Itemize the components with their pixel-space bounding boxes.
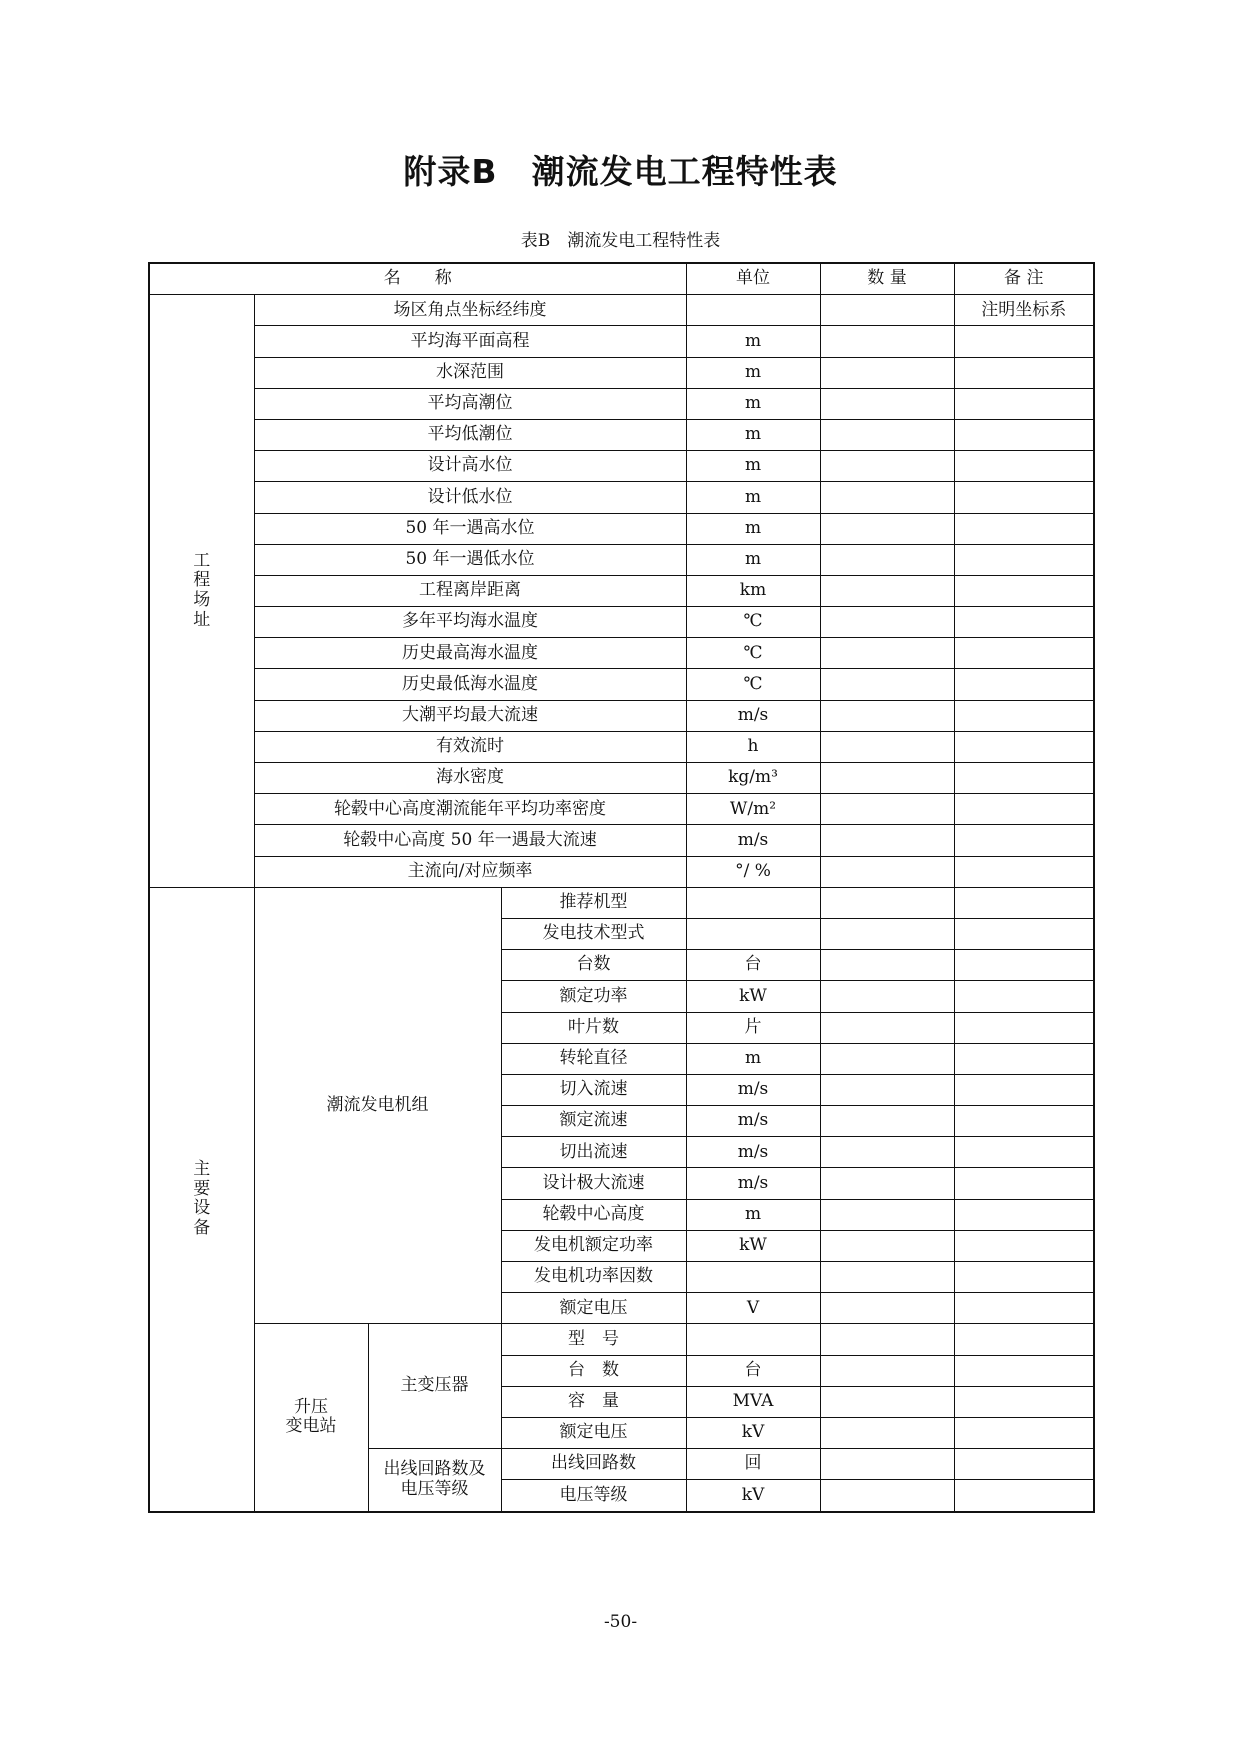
quantity-cell — [820, 1106, 954, 1137]
quantity-cell — [820, 1293, 954, 1324]
item-name: 海水密度 — [254, 763, 686, 794]
item-name: 出线回路数 — [501, 1449, 686, 1480]
item-name: 工程离岸距离 — [254, 575, 686, 606]
page-title: 附录B 潮流发电工程特性表 — [403, 152, 838, 191]
remark-cell — [954, 856, 1094, 887]
item-name: 50 年一遇高水位 — [254, 513, 686, 544]
group-label-equipment: 主 要 设 备 — [149, 887, 254, 1511]
item-name: 型 号 — [501, 1324, 686, 1355]
table-row — [149, 887, 1094, 918]
item-name: 场区角点坐标经纬度 — [254, 295, 686, 326]
remark-cell — [954, 1043, 1094, 1074]
table-row — [149, 700, 1094, 731]
quantity-cell — [820, 326, 954, 357]
item-name: 额定流速 — [501, 1106, 686, 1137]
remark-cell — [954, 1106, 1094, 1137]
quantity-cell — [820, 1480, 954, 1512]
unit-cell: m — [686, 357, 820, 388]
header-unit: 单位 — [686, 263, 820, 295]
remark-cell — [954, 357, 1094, 388]
table-row — [149, 669, 1094, 700]
quantity-cell — [820, 1012, 954, 1043]
substation-label: 升压 变电站 — [254, 1324, 368, 1512]
table-row — [149, 856, 1094, 887]
table-row — [149, 1324, 1094, 1355]
remark-cell — [954, 575, 1094, 606]
item-name: 轮毂中心高度潮流能年平均功率密度 — [254, 794, 686, 825]
table-row — [149, 388, 1094, 419]
unit-cell: °/ % — [686, 856, 820, 887]
item-name: 发电机功率因数 — [501, 1262, 686, 1293]
table-row — [149, 482, 1094, 513]
table-row — [149, 295, 1094, 326]
table-row — [149, 607, 1094, 638]
table-row — [149, 419, 1094, 450]
item-name: 50 年一遇低水位 — [254, 544, 686, 575]
remark-cell — [954, 981, 1094, 1012]
item-name: 设计低水位 — [254, 482, 686, 513]
quantity-cell — [820, 856, 954, 887]
unit-cell: km — [686, 575, 820, 606]
remark-cell — [954, 388, 1094, 419]
item-name: 平均高潮位 — [254, 388, 686, 419]
remark-cell — [954, 1324, 1094, 1355]
table-row — [149, 825, 1094, 856]
item-name: 轮毂中心高度 — [501, 1199, 686, 1230]
quantity-cell — [820, 825, 954, 856]
unit-cell: 台 — [686, 1355, 820, 1386]
quantity-cell — [820, 918, 954, 949]
quantity-cell — [820, 1417, 954, 1448]
unit-cell: V — [686, 1293, 820, 1324]
remark-cell: 注明坐标系 — [954, 295, 1094, 326]
item-name: 容 量 — [501, 1386, 686, 1417]
unit-cell — [686, 887, 820, 918]
unit-cell: m — [686, 326, 820, 357]
item-name: 设计高水位 — [254, 451, 686, 482]
unit-cell: m — [686, 513, 820, 544]
item-name: 发电机额定功率 — [501, 1230, 686, 1261]
unit-cell: m — [686, 544, 820, 575]
quantity-cell — [820, 1074, 954, 1105]
item-name: 多年平均海水温度 — [254, 607, 686, 638]
table-row — [149, 763, 1094, 794]
table-row — [149, 544, 1094, 575]
remark-cell — [954, 1012, 1094, 1043]
item-name: 台 数 — [501, 1355, 686, 1386]
item-name: 平均海平面高程 — [254, 326, 686, 357]
item-name: 额定电压 — [501, 1417, 686, 1448]
unit-cell — [686, 1324, 820, 1355]
unit-cell: ℃ — [686, 607, 820, 638]
unit-cell: W/m² — [686, 794, 820, 825]
quantity-cell — [820, 575, 954, 606]
quantity-cell — [820, 950, 954, 981]
header-row — [149, 263, 1094, 295]
transformer-label: 主变压器 — [368, 1324, 501, 1449]
remark-cell — [954, 482, 1094, 513]
table-row — [149, 638, 1094, 669]
item-name: 切入流速 — [501, 1074, 686, 1105]
remark-cell — [954, 763, 1094, 794]
quantity-cell — [820, 638, 954, 669]
remark-cell — [954, 607, 1094, 638]
unit-cell: m — [686, 388, 820, 419]
page-number: -50- — [603, 1612, 638, 1632]
quantity-cell — [820, 1355, 954, 1386]
quantity-cell — [820, 1168, 954, 1199]
quantity-cell — [820, 357, 954, 388]
unit-cell: m — [686, 419, 820, 450]
table-row — [149, 451, 1094, 482]
quantity-cell — [820, 731, 954, 762]
header-name: 名 称 — [149, 263, 686, 295]
item-name: 水深范围 — [254, 357, 686, 388]
item-name: 设计极大流速 — [501, 1168, 686, 1199]
unit-cell: m/s — [686, 1106, 820, 1137]
item-name: 平均低潮位 — [254, 419, 686, 450]
remark-cell — [954, 918, 1094, 949]
item-name: 有效流时 — [254, 731, 686, 762]
unit-cell: m/s — [686, 1137, 820, 1168]
unit-cell — [686, 295, 820, 326]
remark-cell — [954, 1168, 1094, 1199]
remark-cell — [954, 1449, 1094, 1480]
unit-cell: kV — [686, 1417, 820, 1448]
quantity-cell — [820, 700, 954, 731]
item-name: 推荐机型 — [501, 887, 686, 918]
unit-cell: 回 — [686, 1449, 820, 1480]
quantity-cell — [820, 513, 954, 544]
remark-cell — [954, 669, 1094, 700]
item-name: 额定电压 — [501, 1293, 686, 1324]
table-row — [149, 731, 1094, 762]
quantity-cell — [820, 1449, 954, 1480]
unit-cell: m — [686, 482, 820, 513]
unit-cell: h — [686, 731, 820, 762]
unit-cell: m — [686, 451, 820, 482]
remark-cell — [954, 1137, 1094, 1168]
quantity-cell — [820, 763, 954, 794]
remark-cell — [954, 419, 1094, 450]
header-remark: 备 注 — [954, 263, 1094, 295]
remark-cell — [954, 1480, 1094, 1512]
item-name: 历史最高海水温度 — [254, 638, 686, 669]
remark-cell — [954, 825, 1094, 856]
quantity-cell — [820, 607, 954, 638]
unit-cell: m — [686, 1199, 820, 1230]
remark-cell — [954, 513, 1094, 544]
item-name: 大潮平均最大流速 — [254, 700, 686, 731]
remark-cell — [954, 638, 1094, 669]
quantity-cell — [820, 1230, 954, 1261]
quantity-cell — [820, 1262, 954, 1293]
unit-cell: ℃ — [686, 669, 820, 700]
quantity-cell — [820, 1199, 954, 1230]
remark-cell — [954, 700, 1094, 731]
unit-cell: m — [686, 1043, 820, 1074]
unit-cell: m/s — [686, 1074, 820, 1105]
item-name: 转轮直径 — [501, 1043, 686, 1074]
remark-cell — [954, 731, 1094, 762]
quantity-cell — [820, 887, 954, 918]
remark-cell — [954, 326, 1094, 357]
header-quantity: 数 量 — [820, 263, 954, 295]
unit-cell — [686, 1262, 820, 1293]
unit-cell: m/s — [686, 700, 820, 731]
quantity-cell — [820, 1137, 954, 1168]
unit-cell: kg/m³ — [686, 763, 820, 794]
unit-cell: m/s — [686, 825, 820, 856]
quantity-cell — [820, 1386, 954, 1417]
unit-cell: 台 — [686, 950, 820, 981]
unit-cell: kV — [686, 1480, 820, 1512]
remark-cell — [954, 1230, 1094, 1261]
unit-cell: 片 — [686, 1012, 820, 1043]
quantity-cell — [820, 1043, 954, 1074]
remark-cell — [954, 887, 1094, 918]
remark-cell — [954, 950, 1094, 981]
remark-cell — [954, 794, 1094, 825]
remark-cell — [954, 1355, 1094, 1386]
item-name: 切出流速 — [501, 1137, 686, 1168]
unit-cell: MVA — [686, 1386, 820, 1417]
item-name: 主流向/对应频率 — [254, 856, 686, 887]
turbine-label: 潮流发电机组 — [254, 887, 501, 1324]
quantity-cell — [820, 295, 954, 326]
table-row — [149, 513, 1094, 544]
remark-cell — [954, 451, 1094, 482]
quantity-cell — [820, 794, 954, 825]
remark-cell — [954, 1262, 1094, 1293]
remark-cell — [954, 1199, 1094, 1230]
item-name: 发电技术型式 — [501, 918, 686, 949]
table-row — [149, 326, 1094, 357]
remark-cell — [954, 1293, 1094, 1324]
unit-cell: ℃ — [686, 638, 820, 669]
characteristics-table — [148, 262, 1095, 1513]
table-row — [149, 575, 1094, 606]
quantity-cell — [820, 419, 954, 450]
item-name: 轮毂中心高度 50 年一遇最大流速 — [254, 825, 686, 856]
unit-cell: kW — [686, 1230, 820, 1261]
outlet-label: 出线回路数及 电压等级 — [368, 1449, 501, 1512]
unit-cell: kW — [686, 981, 820, 1012]
quantity-cell — [820, 669, 954, 700]
item-name: 叶片数 — [501, 1012, 686, 1043]
remark-cell — [954, 1417, 1094, 1448]
item-name: 额定功率 — [501, 981, 686, 1012]
remark-cell — [954, 544, 1094, 575]
item-name: 电压等级 — [501, 1480, 686, 1512]
quantity-cell — [820, 981, 954, 1012]
quantity-cell — [820, 451, 954, 482]
item-name: 历史最低海水温度 — [254, 669, 686, 700]
remark-cell — [954, 1386, 1094, 1417]
group-label-site: 工 程 场 址 — [149, 295, 254, 888]
table-row — [149, 794, 1094, 825]
unit-cell — [686, 918, 820, 949]
quantity-cell — [820, 482, 954, 513]
table-row — [149, 357, 1094, 388]
table-caption: 表B 潮流发电工程特性表 — [520, 231, 721, 251]
quantity-cell — [820, 544, 954, 575]
quantity-cell — [820, 388, 954, 419]
quantity-cell — [820, 1324, 954, 1355]
unit-cell: m/s — [686, 1168, 820, 1199]
item-name: 台数 — [501, 950, 686, 981]
remark-cell — [954, 1074, 1094, 1105]
